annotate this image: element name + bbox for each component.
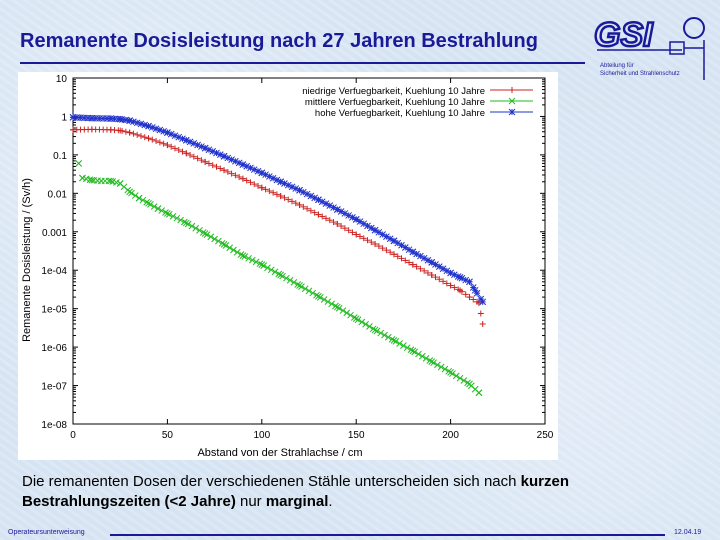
footer-left-label: Operateursunterweisung (8, 529, 85, 536)
data-point (297, 283, 303, 289)
legend-label: mittlere Verfuegbarkeit, Kuehlung 10 Jahre (304, 97, 485, 108)
data-point-sample (474, 290, 480, 296)
series-3 (70, 114, 486, 305)
data-point-sample (146, 135, 152, 141)
data-point (183, 220, 189, 226)
y-tick-label: 1e-06 (41, 343, 67, 355)
legend-marker (509, 109, 515, 115)
department-line-2: Sicherheit und Strahlenschutz (600, 71, 680, 77)
data-point-sample (138, 133, 144, 139)
data-point (334, 304, 340, 310)
data-point (372, 327, 378, 333)
slide-title: Remanente Dosisleistung nach 27 Jahren Bestrahlung (20, 30, 538, 52)
caption-text-1: Die remanenten Dosen der verschiedenen Stähle unterscheiden sich nach (22, 473, 521, 490)
legend-label: hohe Verfuegbarkeit, Kuehlung 10 Jahre (314, 108, 485, 119)
data-point-sample (463, 291, 469, 297)
data-point (164, 210, 170, 216)
x-tick-label: 250 (536, 430, 554, 441)
plot-frame (73, 78, 545, 424)
data-point (221, 241, 227, 247)
data-point-sample (134, 132, 140, 138)
y-tick-label: 10 (55, 74, 67, 85)
data-point-sample (157, 139, 163, 145)
y-tick-label: 1e-05 (41, 304, 67, 316)
caption-text-3: . (328, 493, 333, 510)
data-point-sample (123, 129, 129, 135)
data-point-sample (161, 141, 167, 147)
department-label (600, 62, 715, 78)
data-point-sample (127, 130, 133, 136)
footer-date: 12.04.19 (674, 529, 702, 536)
x-tick-label: 50 (161, 430, 173, 441)
data-point-sample (125, 187, 131, 193)
data-point-sample (478, 311, 484, 317)
x-tick-label: 200 (442, 430, 459, 441)
data-point-sample (478, 296, 484, 302)
y-tick-label: 0.001 (41, 227, 67, 239)
y-tick-label: 0.01 (47, 189, 67, 201)
chart-legend (302, 86, 533, 119)
y-tick-label: 1e-08 (41, 420, 67, 431)
data-point (410, 348, 416, 354)
data-point-sample (130, 131, 136, 137)
y-tick-label: 1e-07 (41, 381, 67, 393)
chart-panel (18, 72, 558, 460)
data-point (448, 369, 454, 375)
data-point (353, 316, 359, 322)
data-point-sample (76, 160, 82, 166)
data-point-sample (132, 193, 138, 199)
data-point (146, 200, 152, 206)
dose-rate-chart (18, 72, 558, 460)
data-point-sample (153, 138, 159, 144)
data-point-sample (470, 284, 476, 290)
data-point (391, 337, 397, 343)
data-point-sample (149, 137, 155, 143)
data-point-sample (466, 279, 472, 285)
series-1 (70, 126, 486, 327)
data-point (480, 321, 486, 327)
x-axis-label: Abstand von der Strahlachse / cm (197, 447, 363, 459)
slide-caption (22, 472, 662, 512)
caption-text-2: nur (235, 493, 266, 510)
y-tick-label: 1 (61, 112, 67, 124)
legend-label: niedrige Verfuegbarkeit, Kuehlung 10 Jahre (302, 86, 485, 97)
data-point-sample (129, 190, 135, 196)
caption-bold-2: marginal (265, 493, 329, 510)
gsi-logo-text: GSI (594, 16, 653, 54)
y-tick-label: 0.1 (53, 150, 67, 162)
data-point (202, 231, 208, 237)
x-tick-label: 150 (347, 430, 365, 441)
caption-bold-1: kurzen Bestrahlungszeiten (<2 Jahre) (22, 473, 569, 510)
footer-rule (110, 534, 665, 536)
data-point (315, 293, 321, 299)
x-tick-label: 100 (253, 430, 271, 441)
data-point-sample (142, 134, 148, 140)
x-tick-label: 0 (70, 430, 76, 441)
data-point-sample (476, 390, 482, 396)
legend-marker (509, 87, 515, 93)
y-tick-label: 1e-04 (41, 266, 67, 278)
chart-marks (70, 114, 486, 395)
data-point (278, 272, 284, 278)
data-point (429, 359, 435, 365)
title-underline (20, 62, 585, 64)
y-axis-label: Remanente Dosisleistung / (Sv/h) (21, 178, 33, 342)
department-line-1: Abteilung für (600, 63, 634, 69)
